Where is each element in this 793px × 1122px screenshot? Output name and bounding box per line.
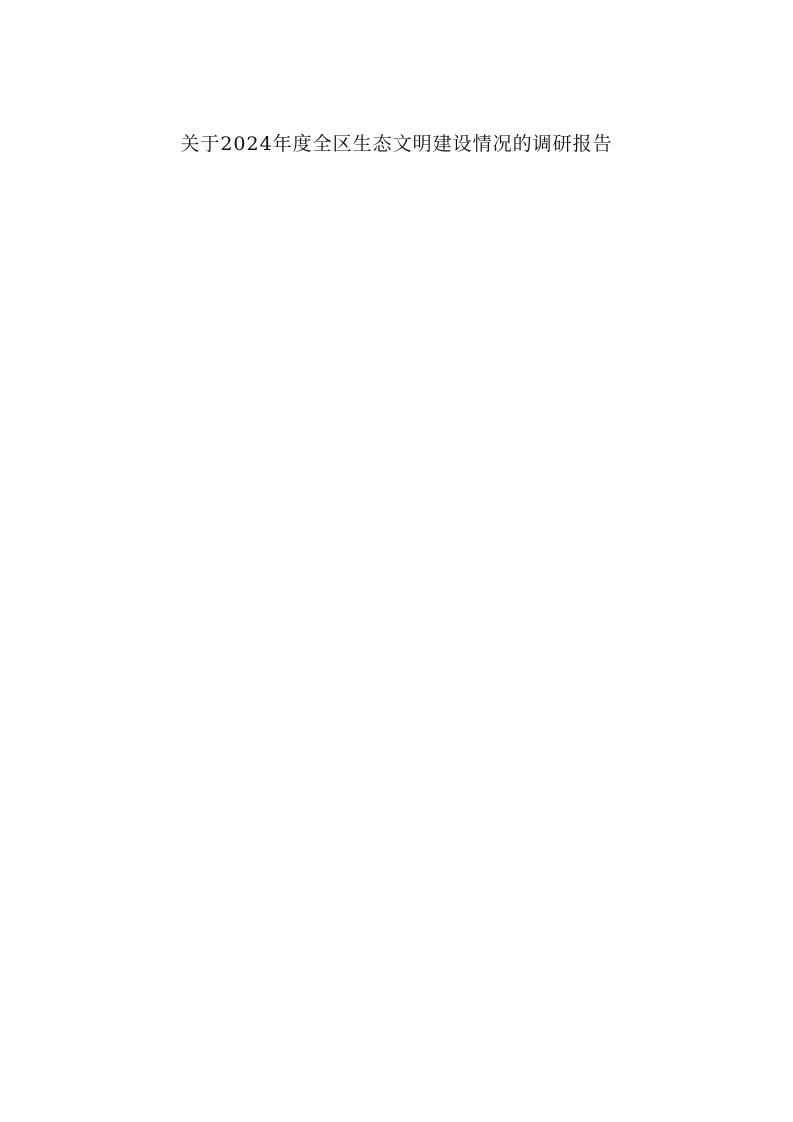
document-title: 关于2024年度全区生态文明建设情况的调研报告 (180, 133, 613, 155)
